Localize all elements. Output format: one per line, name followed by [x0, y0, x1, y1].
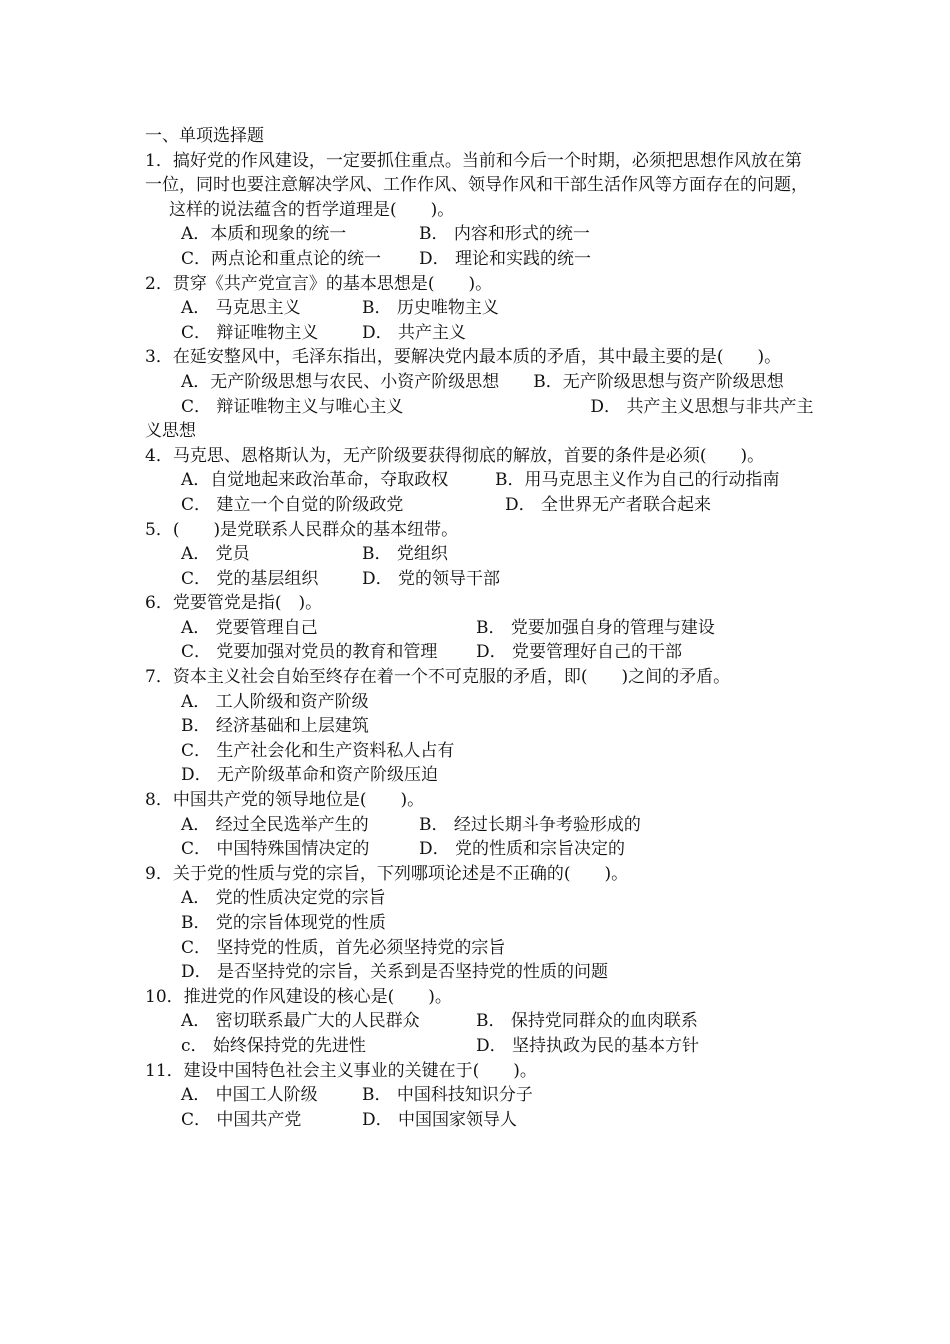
question-5-options-cd [145, 567, 815, 592]
option-a: A． 党员 [181, 544, 250, 565]
question-1-stem: 1．搞好党的作风建设，一定要抓住重点。当前和今后一个时期，必须把思想作风放在第一位，同时也要注意解决学风、工作作风、领导作风和干部生活作风等方面存在的问题， [145, 150, 808, 196]
option-a: A． 党的性质决定党的宗旨 [181, 888, 386, 909]
option-d: D． 党的领导干部 [362, 568, 501, 589]
question-3-stem: 3．在延安整风中，毛泽东指出，要解决党内最本质的矛盾，其中最主要的是( )。 [145, 347, 782, 368]
option-d: D． 党的性质和宗旨决定的 [419, 839, 626, 860]
option-a: A． 中国工人阶级 [181, 1085, 318, 1106]
question-5-stem: 5．( )是党联系人民群众的基本纽带。 [145, 519, 459, 540]
option-c: C． 党要加强对党员的教育和管理 [181, 642, 438, 663]
question-11-options-ab [145, 1083, 815, 1108]
option-b: B． 中国科技知识分子 [362, 1085, 533, 1106]
question-4-options-ab [145, 468, 815, 493]
question-11-stem: 11．建设中国特色社会主义事业的关键在于( )。 [145, 1060, 537, 1081]
option-b: B． 经济基础和上层建筑 [181, 716, 369, 737]
option-a: A． 密切联系最广大的人民群众 [181, 1011, 420, 1032]
option-c: C． 生产社会化和生产资料私人占有 [181, 740, 455, 761]
question-2-options-cd [145, 321, 815, 346]
question-3-options-ab: A．无产阶级思想与农民、小资产阶级思想 B．无产阶级思想与资产阶级思想 [181, 371, 784, 392]
question-9-stem: 9．关于党的性质与党的宗旨，下列哪项论述是不正确的( )。 [145, 863, 629, 884]
option-d: D． 全世界无产者联合起来 [505, 494, 712, 515]
option-d: D． 是否坚持党的宗旨，关系到是否坚持党的性质的问题 [181, 962, 609, 983]
question-6-stem: 6．党要管党是指( )。 [145, 593, 323, 614]
option-a: A． 工人阶级和资产阶级 [181, 691, 369, 712]
question-3-options-cd: C． 辩证唯物主义与唯心主义 D． 共产主义思想与非共产主义思想 [145, 396, 814, 442]
question-6-options-ab [145, 616, 815, 641]
option-b: B． 保持党同群众的血肉联系 [476, 1011, 698, 1032]
question-4-stem: 4．马克思、恩格斯认为，无产阶级要获得彻底的解放，首要的条件是必须( )。 [145, 445, 765, 466]
option-c: C． 辩证唯物主义 [181, 322, 319, 343]
question-8-options-cd [145, 837, 815, 862]
question-5-options-ab [145, 542, 815, 567]
option-b: B． 党要加强自身的管理与建设 [476, 617, 715, 638]
question-10-options-cd [145, 1034, 815, 1059]
question-4-options-cd [145, 493, 815, 518]
section-title: 一、单项选择题 [145, 126, 264, 146]
option-d: D． 坚持执政为民的基本方针 [476, 1035, 700, 1056]
option-a: A．本质和现象的统一 [181, 224, 347, 245]
option-b: B．用马克思主义作为自己的行动指南 [495, 470, 780, 491]
option-a: A． 马克思主义 [181, 298, 301, 319]
option-c: C． 党的基层组织 [181, 568, 319, 589]
question-8-options-ab [145, 813, 815, 838]
question-7-stem: 7．资本主义社会自始至终存在着一个不可克服的矛盾，即( )之间的矛盾。 [145, 667, 731, 688]
option-d: D． 党要管理好自己的干部 [476, 642, 683, 663]
option-b: B． 党的宗旨体现党的性质 [181, 913, 386, 933]
question-11-options-cd [145, 1108, 815, 1133]
question-10-options-ab [145, 1009, 815, 1034]
question-1-options-ab [145, 222, 815, 247]
option-a: A．自觉地起来政治革命，夺取政权 [181, 470, 449, 491]
question-1-stem-continued: 这样的说法蕴含的哲学道理是( )。 [169, 199, 455, 220]
option-c: c． 始终保持党的先进性 [181, 1035, 366, 1056]
question-1-options-cd [145, 247, 815, 272]
option-d: D． 中国国家领导人 [362, 1109, 518, 1130]
option-b: B． 历史唯物主义 [362, 298, 499, 319]
option-b: B． 党组织 [362, 544, 448, 565]
option-a: A． 党要管理自己 [181, 617, 318, 638]
option-b: B． 经过长期斗争考验形成的 [419, 814, 641, 835]
option-c: C． 中国特殊国情决定的 [181, 839, 370, 860]
option-d: D． 无产阶级革命和资产阶级压迫 [181, 765, 439, 786]
option-c: C． 中国共产党 [181, 1109, 302, 1130]
question-2-stem: 2．贯穿《共产党宣言》的基本思想是( )。 [145, 273, 493, 294]
question-8-stem: 8．中国共产党的领导地位是( )。 [145, 790, 425, 811]
option-a: A． 经过全民选举产生的 [181, 814, 369, 835]
option-c: C．两点论和重点论的统一 [181, 248, 382, 269]
option-c: C． 建立一个自觉的阶级政党 [181, 494, 404, 515]
option-b: B． 内容和形式的统一 [419, 224, 590, 245]
option-c: C． 坚持党的性质，首先必须坚持党的宗旨 [181, 937, 506, 958]
question-10-stem: 10．推进党的作风建设的核心是( )。 [145, 986, 452, 1007]
exam-content [145, 124, 815, 1132]
option-d: D． 理论和实践的统一 [419, 248, 592, 269]
question-6-options-cd [145, 640, 815, 665]
option-d: D． 共产主义 [362, 322, 467, 343]
question-2-options-ab [145, 296, 815, 321]
